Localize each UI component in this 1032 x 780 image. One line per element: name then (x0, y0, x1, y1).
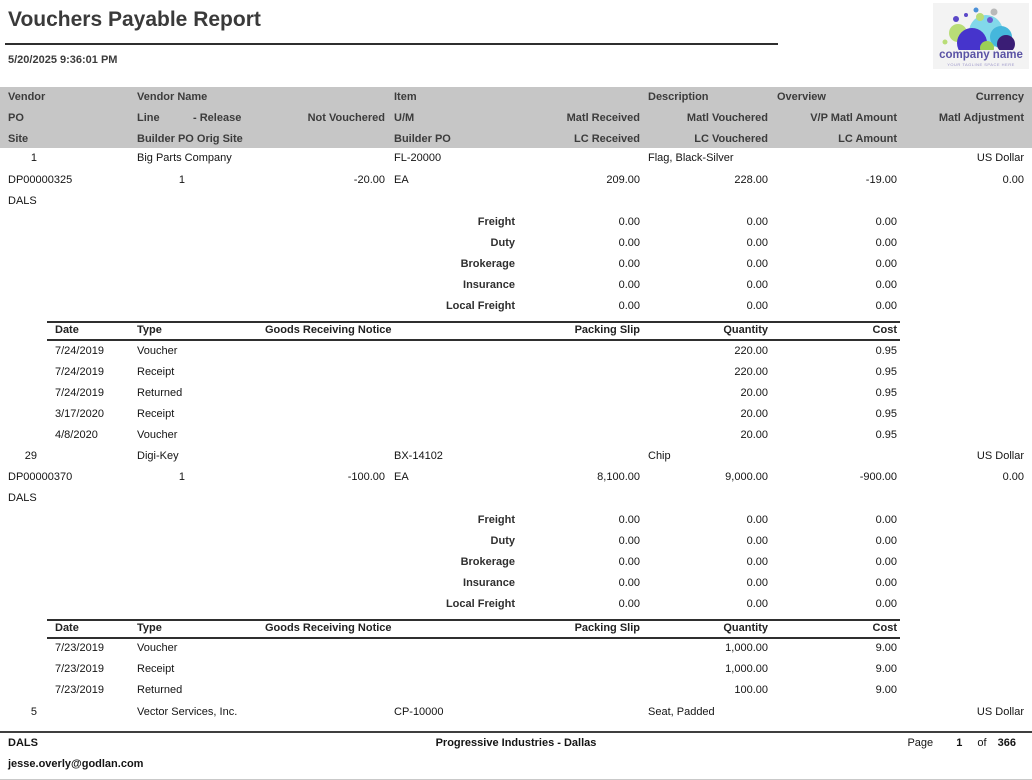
vendor-row (0, 152, 1032, 168)
item-description: Flag, Black-Silver (648, 152, 734, 164)
detail-table-header-rule (47, 339, 900, 341)
col-header-builder-po-orig-site: Builder PO Orig Site (137, 133, 243, 145)
detail-date: 7/23/2019 (55, 684, 104, 696)
lc-received: 0.00 (618, 556, 640, 568)
lc-received: 0.00 (618, 535, 640, 547)
footer-rule (0, 731, 1032, 733)
detail-quantity: 20.00 (740, 408, 768, 420)
lc-vouchered: 0.00 (746, 237, 768, 249)
po-number: DP00000370 (8, 471, 73, 483)
detail-cost: 9.00 (875, 663, 897, 675)
detail-col-grn: Goods Receiving Notice (265, 324, 392, 336)
detail-type: Receipt (137, 408, 175, 420)
matl-adjustment-amount: 0.00 (1002, 471, 1024, 483)
col-header-not-vouchered: Not Vouchered (307, 112, 385, 124)
col-header-vp-matl-amount: V/P Matl Amount (810, 112, 897, 124)
currency-value: US Dollar (976, 450, 1024, 462)
col-header-matl-vouchered: Matl Vouchered (686, 112, 768, 124)
landed-cost-row (0, 258, 1032, 274)
vendor-number: 5 (30, 706, 37, 718)
detail-type: Voucher (137, 345, 178, 357)
logo-bubbles-icon (933, 4, 1029, 50)
item-code: FL-20000 (394, 152, 442, 164)
detail-cost: 9.00 (875, 684, 897, 696)
lc-received: 0.00 (618, 514, 640, 526)
lc-received: 0.00 (618, 279, 640, 291)
detail-type: Returned (137, 387, 183, 399)
currency-value: US Dollar (976, 706, 1024, 718)
vendor-name: Digi-Key (137, 450, 179, 462)
vendor-name: Vector Services, Inc. (137, 706, 238, 718)
lc-vouchered: 0.00 (746, 514, 768, 526)
not-vouchered-qty: -20.00 (353, 174, 385, 186)
site-code: DALS (8, 195, 37, 207)
detail-col-quantity: Quantity (723, 324, 768, 336)
lc-vouchered: 0.00 (746, 577, 768, 589)
vendor-row (0, 450, 1032, 466)
detail-cost: 0.95 (875, 429, 897, 441)
lc-received: 0.00 (618, 237, 640, 249)
detail-quantity: 220.00 (734, 366, 768, 378)
lc-vouchered: 0.00 (746, 216, 768, 228)
header-row-2 (0, 112, 1032, 128)
landed-cost-row (0, 237, 1032, 253)
detail-quantity: 20.00 (740, 429, 768, 441)
title-underline (5, 43, 778, 45)
detail-quantity: 20.00 (740, 387, 768, 399)
landed-cost-row (0, 216, 1032, 232)
detail-type: Returned (137, 684, 183, 696)
landed-cost-row (0, 577, 1032, 593)
detail-row (0, 429, 1032, 445)
detail-row (0, 663, 1032, 679)
lc-label: Freight (477, 514, 515, 526)
col-header-currency: Currency (975, 91, 1024, 103)
detail-date: 3/17/2020 (55, 408, 104, 420)
item-code: BX-14102 (394, 450, 443, 462)
detail-col-cost: Cost (872, 622, 897, 634)
detail-cost: 9.00 (875, 642, 897, 654)
matl-vouchered-amount: 9,000.00 (725, 471, 768, 483)
lc-vouchered: 0.00 (746, 279, 768, 291)
lc-amount: 0.00 (875, 556, 897, 568)
detail-date: 7/24/2019 (55, 366, 104, 378)
vp-matl-amount: -900.00 (859, 471, 897, 483)
lc-received: 0.00 (618, 258, 640, 270)
detail-quantity: 220.00 (734, 345, 768, 357)
lc-received: 0.00 (618, 216, 640, 228)
lc-amount: 0.00 (875, 216, 897, 228)
po-row (0, 174, 1032, 190)
uom: EA (394, 174, 409, 186)
header-row-1 (0, 91, 1032, 107)
detail-type: Receipt (137, 366, 175, 378)
lc-received: 0.00 (618, 300, 640, 312)
page-of-label: of (977, 737, 987, 749)
detail-col-packing-slip: Packing Slip (574, 324, 640, 336)
lc-label: Duty (490, 237, 515, 249)
lc-amount: 0.00 (875, 598, 897, 610)
detail-cost: 0.95 (875, 408, 897, 420)
header-row-3 (0, 133, 1032, 149)
detail-date: 7/23/2019 (55, 663, 104, 675)
col-header-po: PO (8, 112, 24, 124)
detail-row (0, 408, 1032, 424)
column-header-band (0, 87, 1032, 148)
lc-label: Freight (477, 216, 515, 228)
lc-label: Local Freight (445, 300, 515, 312)
landed-cost-row (0, 535, 1032, 551)
detail-row (0, 366, 1032, 382)
page-total: 366 (997, 737, 1016, 749)
lc-label: Insurance (463, 279, 515, 291)
lc-label: Insurance (463, 577, 515, 589)
detail-date: 7/24/2019 (55, 345, 104, 357)
matl-adjustment-amount: 0.00 (1002, 174, 1024, 186)
report-generated-timestamp: 5/20/2025 9:36:01 PM (8, 54, 118, 66)
page-label: Page (907, 737, 934, 749)
lc-vouchered: 0.00 (746, 300, 768, 312)
detail-type: Voucher (137, 642, 178, 654)
detail-table-top-rule (47, 321, 900, 323)
po-row (0, 471, 1032, 487)
logo-company-name: company name (939, 49, 1023, 61)
lc-amount: 0.00 (875, 237, 897, 249)
detail-date: 7/23/2019 (55, 642, 104, 654)
lc-received: 0.00 (618, 577, 640, 589)
col-header-um: U/M (394, 112, 415, 124)
col-header-release: - Release (193, 112, 242, 124)
detail-cost: 0.95 (875, 387, 897, 399)
matl-vouchered-amount: 228.00 (734, 174, 768, 186)
not-vouchered-qty: -100.00 (347, 471, 385, 483)
col-header-vendor: Vendor (8, 91, 46, 103)
site-row (0, 195, 1032, 211)
detail-quantity: 1,000.00 (725, 663, 768, 675)
lc-vouchered: 0.00 (746, 258, 768, 270)
col-header-matl-adjustment: Matl Adjustment (938, 112, 1024, 124)
footer-company-name: Progressive Industries - Dallas (435, 737, 597, 749)
detail-date: 4/8/2020 (55, 429, 98, 441)
page-number: 1 (956, 737, 963, 749)
vp-matl-amount: -19.00 (865, 174, 897, 186)
footer-user-email: jesse.overly@godlan.com (8, 758, 144, 770)
footer-page-info (907, 737, 1016, 749)
item-description: Chip (648, 450, 671, 462)
detail-type: Voucher (137, 429, 178, 441)
lc-amount: 0.00 (875, 279, 897, 291)
landed-cost-row (0, 514, 1032, 530)
landed-cost-row (0, 598, 1032, 614)
site-code: DALS (8, 492, 37, 504)
landed-cost-row (0, 300, 1032, 316)
col-header-item: Item (394, 91, 417, 103)
detail-table-top-rule (47, 619, 900, 621)
vendor-row (0, 706, 1032, 722)
lc-vouchered: 0.00 (746, 556, 768, 568)
lc-vouchered: 0.00 (746, 598, 768, 610)
lc-label: Local Freight (445, 598, 515, 610)
col-header-description: Description (648, 91, 709, 103)
landed-cost-row (0, 556, 1032, 572)
col-header-matl-received: Matl Received (566, 112, 640, 124)
matl-received-amount: 8,100.00 (597, 471, 640, 483)
detail-row (0, 387, 1032, 403)
lc-label: Duty (490, 535, 515, 547)
detail-date: 7/24/2019 (55, 387, 104, 399)
lc-amount: 0.00 (875, 300, 897, 312)
detail-quantity: 100.00 (734, 684, 768, 696)
matl-received-amount: 209.00 (606, 174, 640, 186)
site-row (0, 492, 1032, 508)
po-line: 1 (178, 471, 185, 483)
detail-quantity: 1,000.00 (725, 642, 768, 654)
lc-amount: 0.00 (875, 258, 897, 270)
detail-col-grn: Goods Receiving Notice (265, 622, 392, 634)
detail-header-row (0, 622, 1032, 638)
detail-col-cost: Cost (872, 324, 897, 336)
detail-col-type: Type (137, 622, 162, 634)
item-code: CP-10000 (394, 706, 444, 718)
lc-label: Brokerage (460, 258, 515, 270)
detail-col-type: Type (137, 324, 162, 336)
detail-col-date: Date (55, 324, 79, 336)
lc-amount: 0.00 (875, 514, 897, 526)
detail-row (0, 642, 1032, 658)
detail-col-date: Date (55, 622, 79, 634)
footer-site-code: DALS (8, 737, 38, 749)
uom: EA (394, 471, 409, 483)
lc-label: Brokerage (460, 556, 515, 568)
page-title: Vouchers Payable Report (8, 8, 261, 31)
vendor-name: Big Parts Company (137, 152, 232, 164)
col-header-lc-amount: LC Amount (838, 133, 897, 145)
detail-col-quantity: Quantity (723, 622, 768, 634)
lc-received: 0.00 (618, 598, 640, 610)
detail-table-header-rule (47, 637, 900, 639)
detail-cost: 0.95 (875, 366, 897, 378)
detail-row (0, 345, 1032, 361)
lc-amount: 0.00 (875, 577, 897, 589)
detail-type: Receipt (137, 663, 175, 675)
col-header-vendor-name: Vendor Name (137, 91, 208, 103)
currency-value: US Dollar (976, 152, 1024, 164)
po-number: DP00000325 (8, 174, 73, 186)
lc-amount: 0.00 (875, 535, 897, 547)
detail-header-row (0, 324, 1032, 340)
detail-cost: 0.95 (875, 345, 897, 357)
col-header-lc-received: LC Received (573, 133, 640, 145)
col-header-line: Line (137, 112, 160, 124)
detail-col-packing-slip: Packing Slip (574, 622, 640, 634)
po-line: 1 (178, 174, 185, 186)
logo-tagline: YOUR TAGLINE SPACE HERE (947, 62, 1015, 67)
detail-row (0, 684, 1032, 700)
landed-cost-row (0, 279, 1032, 295)
col-header-overview: Overview (777, 91, 826, 103)
vendor-number: 1 (30, 152, 37, 164)
col-header-lc-vouchered: LC Vouchered (694, 133, 768, 145)
vendor-number: 29 (24, 450, 37, 462)
company-logo (933, 3, 1029, 69)
item-description: Seat, Padded (648, 706, 715, 718)
col-header-builder-po: Builder PO (394, 133, 451, 145)
col-header-site: Site (8, 133, 29, 145)
lc-vouchered: 0.00 (746, 535, 768, 547)
